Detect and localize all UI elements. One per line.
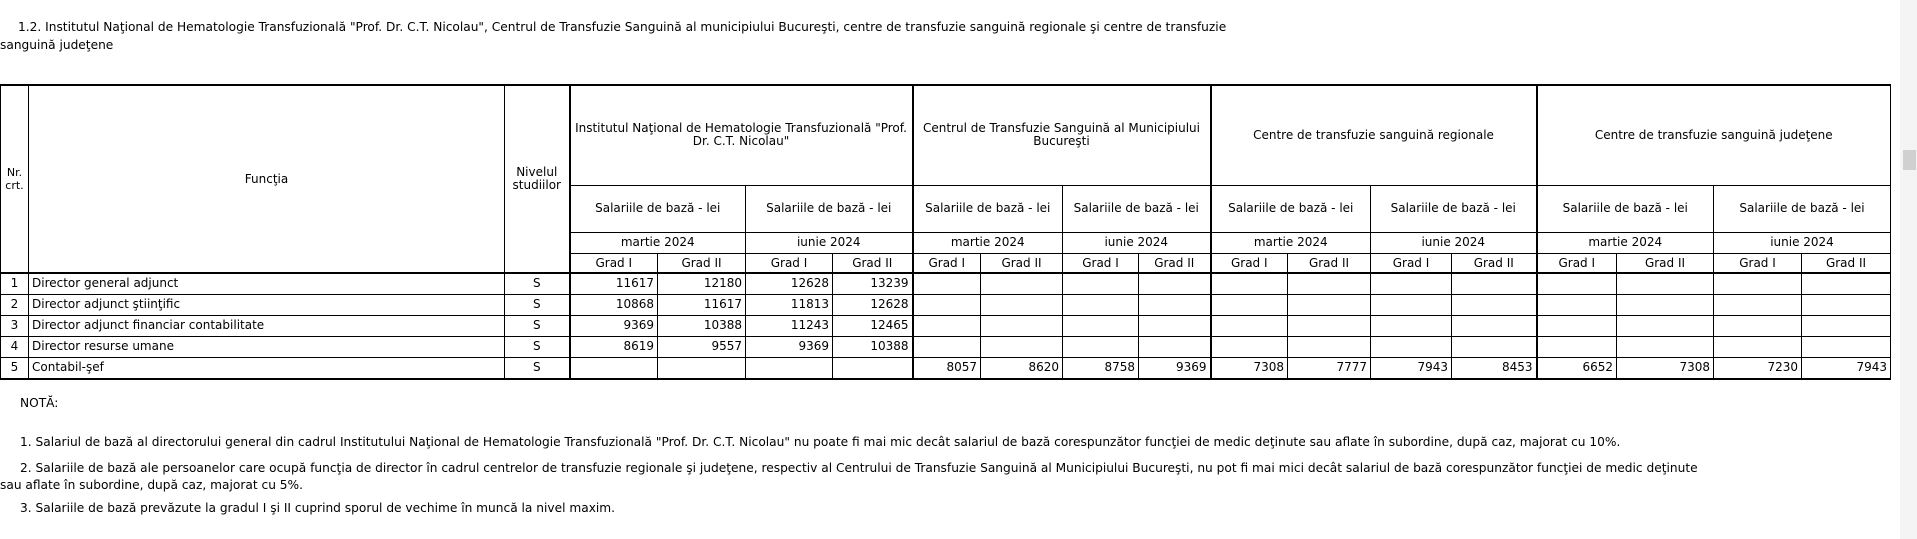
cell-nivel: S [505,357,570,379]
cell-value [1714,294,1802,315]
cell-value [1288,273,1371,294]
cell-value [1288,315,1371,336]
table-row [1,294,1891,315]
cell-value: 10868 [570,294,658,315]
salary-table [0,84,1891,380]
header-group-ctsmb: Centrul de Transfuzie Sanguină al Municipiului Bucureşti [913,85,1211,185]
header-period-june: iunie 2024 [1371,232,1537,253]
cell-value [1617,315,1714,336]
header-period-june: iunie 2024 [1063,232,1211,253]
cell-value [1802,294,1891,315]
cell-value [913,336,981,357]
cell-value: 7308 [1617,357,1714,379]
header-group-regionale: Centre de transfuzie sanguină regionale [1211,85,1537,185]
cell-value [833,357,913,379]
cell-value: 7777 [1288,357,1371,379]
table-row [1,273,1891,294]
cell-nivel: S [505,315,570,336]
cell-value: 7943 [1802,357,1891,379]
cell-value [1617,294,1714,315]
note-2-line-1: 2. Salariile de bază ale persoanelor care ocupă funcţia de director în cadrul centrelor de transfuzie regionale şi judeţene, respectiv al Centrului de Transfuzie Sanguină al Municipiului Bucureşti, nu pot fi mai mici decât salariul de bază corespunzător funcţiei de medic deţinute [20,461,1698,475]
cell-value [1139,273,1211,294]
cell-value: 12465 [833,315,913,336]
cell-value: 8057 [913,357,981,379]
cell-nr: 5 [1,357,29,379]
cell-value: 7308 [1211,357,1288,379]
note-2 [0,460,1790,494]
note-2-line-2: sau aflate în subordine, după caz, majorat cu 5%. [0,478,303,492]
cell-value [1371,273,1452,294]
cell-value [913,273,981,294]
cell-value [1537,273,1617,294]
cell-value [981,315,1063,336]
cell-value [1371,336,1452,357]
header-grade-1: Grad I [1537,253,1617,273]
cell-value [1211,336,1288,357]
cell-value [1714,315,1802,336]
cell-value: 11243 [746,315,833,336]
cell-value [1802,336,1891,357]
cell-value [1537,315,1617,336]
cell-value: 12628 [833,294,913,315]
cell-nr: 1 [1,273,29,294]
note-3 [0,500,1790,517]
header-period-june: iunie 2024 [1714,232,1891,253]
cell-value [570,357,658,379]
cell-value: 9369 [570,315,658,336]
cell-value: 12180 [658,273,746,294]
cell-functia: Director resurse umane [29,336,505,357]
cell-value [1371,294,1452,315]
table-row [1,315,1891,336]
cell-value: 11617 [570,273,658,294]
vertical-scrollbar[interactable] [1900,0,1917,539]
cell-value [1714,336,1802,357]
cell-value [1288,294,1371,315]
cell-value [1211,315,1288,336]
cell-value [1211,294,1288,315]
cell-value [1452,336,1537,357]
document-title [0,18,1360,54]
cell-value: 10388 [833,336,913,357]
title-line-1: 1.2. Institutul Naţional de Hematologie Transfuzională "Prof. Dr. C.T. Nicolau", Centrul de Transfuzie Sanguină al municipiului Bucureşti, centre de transfuzie sanguină regionale şi centre de transfuzie [18,20,1227,34]
cell-value [981,336,1063,357]
note-1-text: 1. Salariul de bază al directorului general din cadrul Institutului Naţional de Hematologie Transfuzională "Prof. Dr. C.T. Nicolau" nu poate fi mai mic decât salariul de bază corespunzător funcţiei de medic deţinute sau aflate în subordine, după caz, majorat cu 10%. [20,435,1621,449]
cell-functia: Director adjunct ştiinţific [29,294,505,315]
scrollbar-thumb[interactable] [1903,150,1916,170]
cell-value [1452,315,1537,336]
cell-value [1617,273,1714,294]
cell-value [1063,315,1139,336]
cell-nr: 4 [1,336,29,357]
header-period-march: martie 2024 [570,232,746,253]
header-group-institut: Institutul Naţional de Hematologie Transfuzională "Prof. Dr. C.T. Nicolau" [570,85,913,185]
cell-value [1063,336,1139,357]
cell-functia: Contabil-şef [29,357,505,379]
cell-value [1452,294,1537,315]
cell-value: 12628 [746,273,833,294]
header-nr-crt: Nr. crt. [1,85,29,273]
cell-value [1617,336,1714,357]
cell-value: 7230 [1714,357,1802,379]
cell-value [1371,315,1452,336]
cell-value: 10388 [658,315,746,336]
header-grade-2: Grad II [658,253,746,273]
header-salary: Salariile de bază - lei [1211,185,1371,232]
header-grade-2: Grad II [1452,253,1537,273]
cell-value [1714,273,1802,294]
header-period-march: martie 2024 [913,232,1063,253]
cell-value: 8758 [1063,357,1139,379]
cell-nr: 2 [1,294,29,315]
note-3-text: 3. Salariile de bază prevăzute la gradul I şi II cuprind sporul de vechime în muncă la nivel maxim. [20,501,616,515]
cell-value: 13239 [833,273,913,294]
header-grade-2: Grad II [833,253,913,273]
notes-title: NOTĂ: [20,396,59,410]
header-nivel-studii: Nivelul studiilor [505,85,570,273]
cell-value: 11617 [658,294,746,315]
cell-value [1802,315,1891,336]
cell-value: 9369 [1139,357,1211,379]
table-row [1,336,1891,357]
cell-value [1063,294,1139,315]
header-salary: Salariile de bază - lei [1537,185,1714,232]
cell-value [913,294,981,315]
header-grade-1: Grad I [570,253,658,273]
header-grade-2: Grad II [1617,253,1714,273]
cell-value [1537,294,1617,315]
cell-value [1802,273,1891,294]
header-grade-1: Grad I [913,253,981,273]
header-grade-1: Grad I [1714,253,1802,273]
cell-value [658,357,746,379]
header-grade-2: Grad II [1802,253,1891,273]
cell-value: 8453 [1452,357,1537,379]
header-period-march: martie 2024 [1537,232,1714,253]
header-grade-1: Grad I [1211,253,1288,273]
header-grade-2: Grad II [1288,253,1371,273]
cell-nr: 3 [1,315,29,336]
header-salary: Salariile de bază - lei [570,185,746,232]
table-row [1,357,1891,379]
cell-value: 6652 [1537,357,1617,379]
cell-value [1139,315,1211,336]
header-grade-1: Grad I [746,253,833,273]
cell-value: 8620 [981,357,1063,379]
cell-value [1537,336,1617,357]
title-line-2: sanguină judeţene [0,38,114,52]
header-group-judetene: Centre de transfuzie sanguină judeţene [1537,85,1891,185]
cell-value [1452,273,1537,294]
cell-value [1211,273,1288,294]
cell-nivel: S [505,273,570,294]
cell-functia: Director adjunct financiar contabilitate [29,315,505,336]
header-salary: Salariile de bază - lei [746,185,913,232]
note-1 [0,434,1790,451]
header-period-march: martie 2024 [1211,232,1371,253]
header-grade-2: Grad II [981,253,1063,273]
header-grade-1: Grad I [1063,253,1139,273]
cell-nivel: S [505,294,570,315]
header-period-june: iunie 2024 [746,232,913,253]
cell-value: 9557 [658,336,746,357]
cell-value [1139,336,1211,357]
header-grade-1: Grad I [1371,253,1452,273]
cell-nivel: S [505,336,570,357]
header-salary: Salariile de bază - lei [1714,185,1891,232]
cell-value [746,357,833,379]
cell-value: 9369 [746,336,833,357]
cell-functia: Director general adjunct [29,273,505,294]
cell-value [981,273,1063,294]
header-grade-2: Grad II [1139,253,1211,273]
cell-value: 7943 [1371,357,1452,379]
cell-value [913,315,981,336]
cell-value [981,294,1063,315]
header-functia: Funcţia [29,85,505,273]
header-salary: Salariile de bază - lei [913,185,1063,232]
cell-value [1288,336,1371,357]
header-salary: Salariile de bază - lei [1063,185,1211,232]
cell-value [1063,273,1139,294]
cell-value [1139,294,1211,315]
header-salary: Salariile de bază - lei [1371,185,1537,232]
cell-value: 8619 [570,336,658,357]
cell-value: 11813 [746,294,833,315]
